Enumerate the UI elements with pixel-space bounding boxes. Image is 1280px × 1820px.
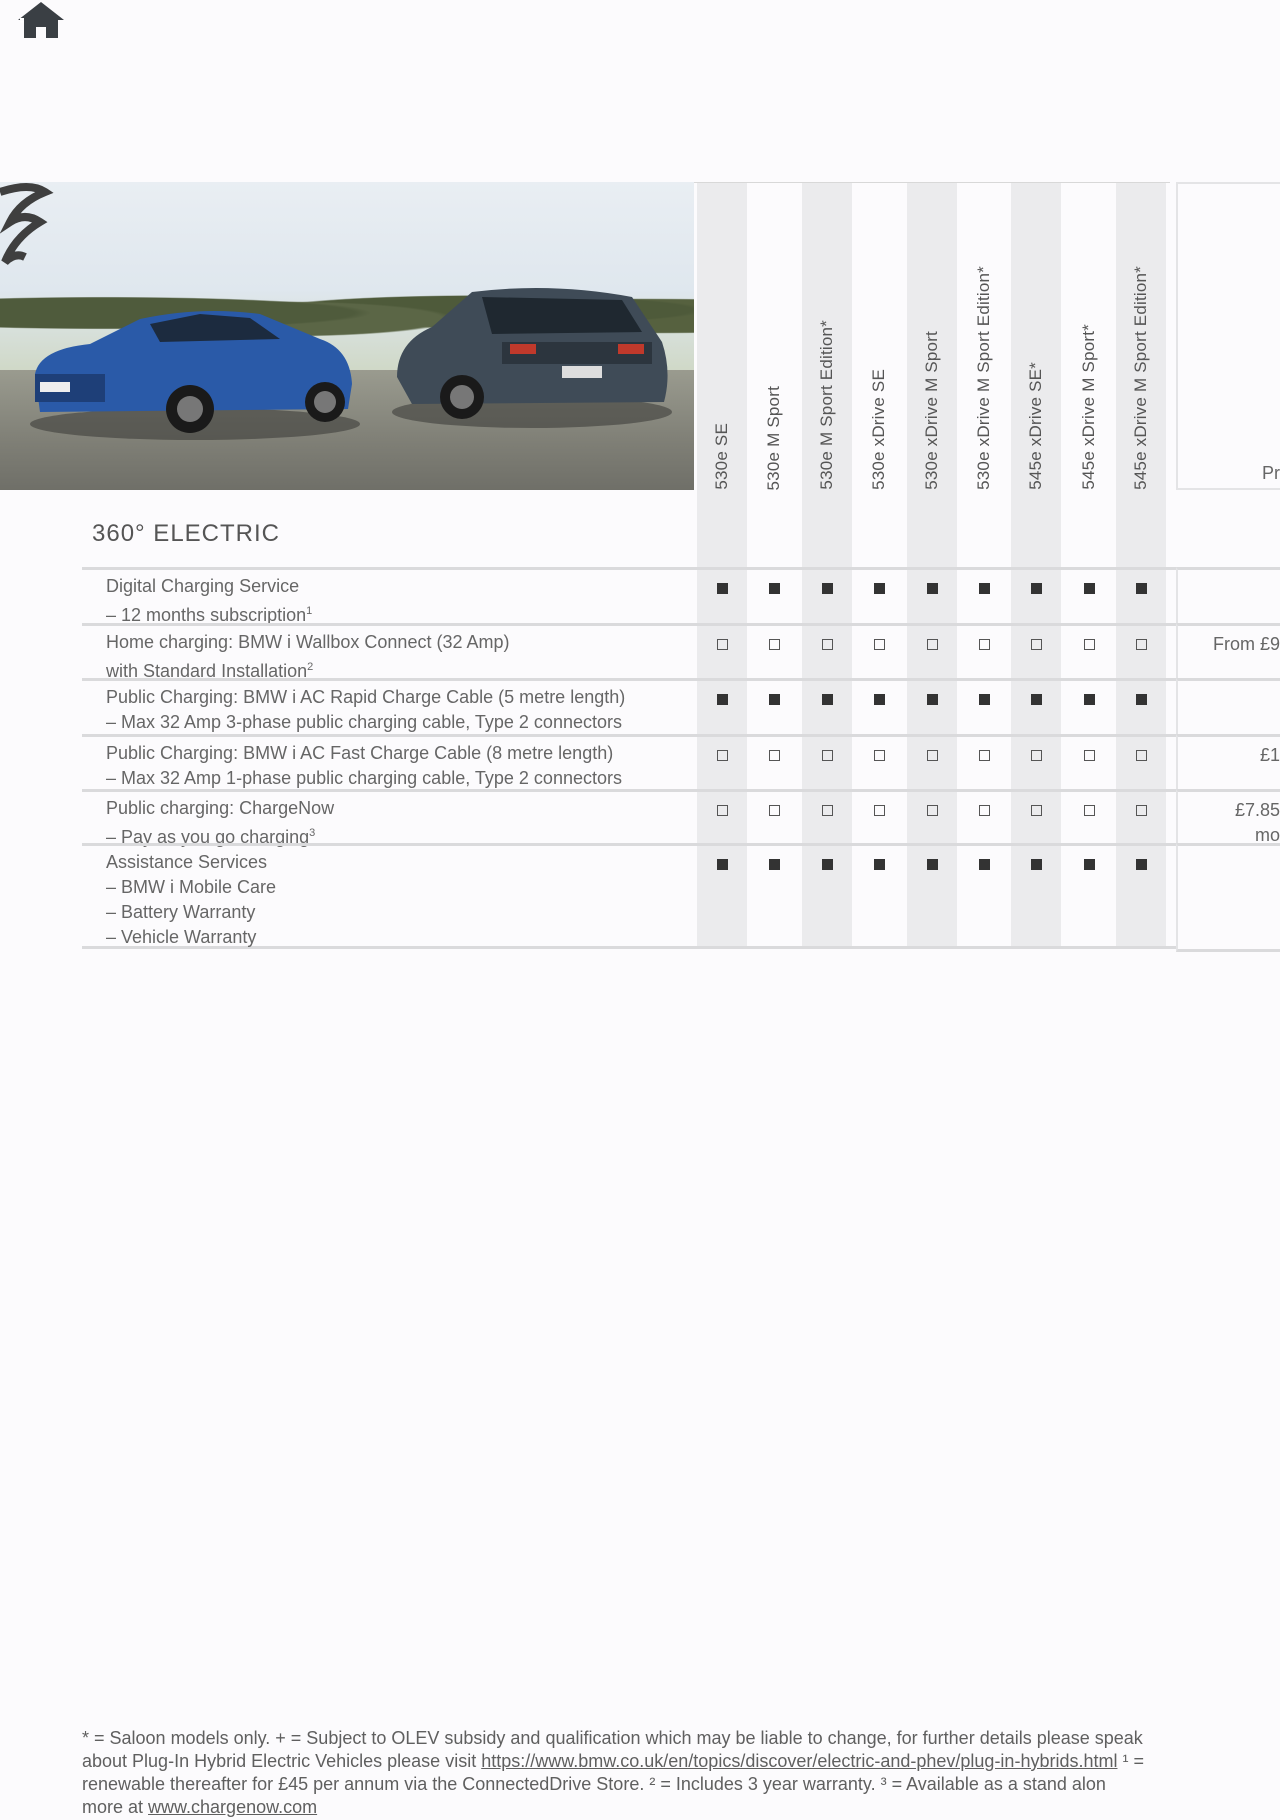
model-column-header [802,182,852,490]
optional-equipment-mark [769,805,780,816]
row-label-line: – BMW i Mobile Care [106,877,277,897]
row-label [106,685,625,735]
row-label-line: – 12 months subscription [106,605,307,625]
model-name: 530e xDrive M Sport [922,331,941,490]
optional-equipment-mark [717,750,728,761]
optional-equipment-mark [717,639,728,650]
grey-touring-car [392,282,672,432]
optional-equipment-mark [927,750,938,761]
model-name: 530e SE [712,423,731,490]
footnote-line-3: renewable thereafter for £45 per annum via the ConnectedDrive Store. ² = Includes 3 year warranty. ³ = Available as a stand alon [82,1774,1106,1794]
model-name: 530e M Sport [764,385,783,490]
optional-equipment-mark [822,750,833,761]
standard-equipment-mark [769,859,780,870]
row-label-line: – Max 32 Amp 1-phase public charging cable, Type 2 connectors [106,768,622,788]
blue-saloon-car [30,294,360,444]
standard-equipment-mark [1084,694,1095,705]
standard-equipment-mark [927,694,938,705]
row-label-line: Home charging: BMW i Wallbox Connect (32 Amp) [106,632,510,652]
model-column-header [1011,182,1061,490]
standard-equipment-mark [927,859,938,870]
optional-equipment-mark [717,805,728,816]
section-title: 360° ELECTRIC [92,520,280,547]
optional-equipment-mark [769,639,780,650]
row-label-line: with Standard Installation [106,661,308,681]
price-value: £1 [1259,745,1280,765]
standard-equipment-mark [769,583,780,594]
row-label-line: Public Charging: BMW i AC Fast Charge Cable (8 metre length) [106,743,614,763]
price-value: £7.85 mo [1234,800,1280,843]
standard-equipment-mark [979,694,990,705]
price-cell [1176,678,1280,734]
row-label-line: – Max 32 Amp 3-phase public charging cable, Type 2 connectors [106,712,622,732]
table-row [82,789,1180,847]
price-header-label: Pr [1262,463,1280,483]
row-label-line: – Vehicle Warranty [106,927,257,947]
footnote-ref: 3 [309,827,316,839]
optional-equipment-mark [1136,639,1147,650]
standard-equipment-mark [717,583,728,594]
table-row [82,678,1180,734]
price-cell [1176,734,1280,789]
optional-equipment-mark [927,639,938,650]
footnote-line-4-text: more at [82,1797,149,1817]
optional-equipment-mark [822,639,833,650]
table-row [82,843,1180,949]
row-label-line: – Battery Warranty [106,902,256,922]
standard-equipment-mark [1136,859,1147,870]
optional-equipment-mark [1136,805,1147,816]
footnote-line-2-tail: ¹ = [1117,1751,1144,1771]
standard-equipment-mark [1136,694,1147,705]
model-name: 545e xDrive M Sport Edition* [1131,266,1150,490]
price-cell [1176,567,1280,623]
optional-equipment-mark [1084,750,1095,761]
standard-equipment-mark [769,694,780,705]
model-column-header [1116,182,1166,490]
optional-equipment-mark [927,805,938,816]
optional-equipment-mark [979,639,990,650]
row-label-line: Public Charging: BMW i AC Rapid Charge Cable (5 metre length) [106,687,626,707]
standard-equipment-mark [1031,583,1042,594]
model-column-header [907,182,957,490]
plug-in-hybrids-link[interactable]: https://www.bmw.co.uk/en/topics/discover/electric-and-phev/plug-in-hybrids.html [481,1751,1118,1771]
standard-equipment-mark [1031,859,1042,870]
row-label [106,850,276,950]
row-label-line: Assistance Services [106,852,268,872]
price-cell [1176,623,1280,678]
footnote-line-2 [82,1750,1280,1773]
home-button[interactable] [14,0,68,42]
standard-equipment-mark [822,583,833,594]
standard-equipment-mark [822,859,833,870]
optional-equipment-mark [1031,639,1042,650]
standard-equipment-mark [1084,859,1095,870]
optional-equipment-mark [874,750,885,761]
footnote-line-2-text: about Plug-In Hybrid Electric Vehicles please visit [82,1751,482,1771]
model-name: 530e M Sport Edition* [817,320,836,490]
row-label [106,796,334,850]
model-column-header [854,182,904,490]
row-label-line: Public charging: ChargeNow [106,798,335,818]
footnote-ref: 1 [306,605,313,617]
optional-equipment-mark [1084,805,1095,816]
model-column-header [749,182,799,490]
optional-equipment-mark [1084,639,1095,650]
footnote-ref: 2 [307,661,314,673]
model-name: 545e xDrive M Sport* [1079,324,1098,490]
footnote-line-1: * = Saloon models only. + = Subject to OLEV subsidy and qualification which may be liable to change, for further details please speak [82,1728,1143,1748]
model-column-header [1064,182,1114,490]
table-row [82,567,1180,623]
optional-equipment-mark [769,750,780,761]
price-cell [1176,789,1280,843]
optional-equipment-mark [822,805,833,816]
standard-equipment-mark [979,859,990,870]
optional-equipment-mark [979,750,990,761]
price-cell [1176,843,1280,952]
table-row [82,623,1180,681]
hero-image [0,182,694,490]
row-label [106,574,312,628]
optional-equipment-mark [979,805,990,816]
model-column-header [697,182,747,490]
standard-equipment-mark [822,694,833,705]
footnote-line-4 [82,1796,1280,1819]
optional-equipment-mark [1031,750,1042,761]
standard-equipment-mark [717,694,728,705]
price-value: From £9 [1212,634,1280,654]
standard-equipment-mark [927,583,938,594]
standard-equipment-mark [874,694,885,705]
optional-equipment-mark [874,805,885,816]
optional-equipment-mark [1136,750,1147,761]
model-column-header [959,182,1009,490]
model-name: 530e xDrive SE [869,369,888,490]
row-label [106,630,509,684]
standard-equipment-mark [1084,583,1095,594]
chargenow-link[interactable]: www.chargenow.com [148,1797,318,1817]
model-name: 530e xDrive M Sport Edition* [974,266,993,490]
footnotes [82,1727,1280,1819]
row-label-line: – Pay as you go charging [106,827,310,847]
home-icon [14,0,68,42]
price-column-header [1176,182,1280,490]
table-row [82,734,1180,789]
standard-equipment-mark [874,583,885,594]
model-name: 545e xDrive SE* [1026,362,1045,490]
optional-equipment-mark [1031,805,1042,816]
standard-equipment-mark [979,583,990,594]
standard-equipment-mark [874,859,885,870]
row-label-line: Digital Charging Service [106,576,300,596]
row-label [106,741,622,791]
optional-equipment-mark [874,639,885,650]
standard-equipment-mark [1031,694,1042,705]
standard-equipment-mark [717,859,728,870]
standard-equipment-mark [1136,583,1147,594]
